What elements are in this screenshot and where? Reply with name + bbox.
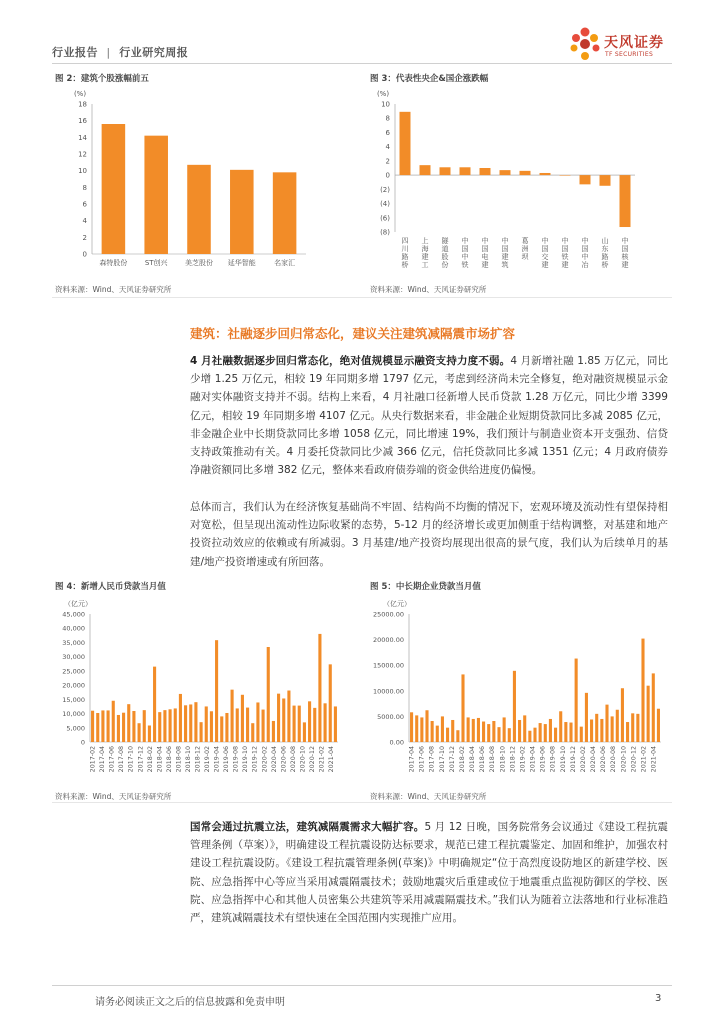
fig5-xtick: 2019-08 (549, 746, 557, 773)
fig4-xtick: 2019-04 (213, 746, 221, 773)
fig3-ytick: 0 (385, 171, 390, 180)
paragraph-outlook: 总体而言，我们认为在经济恢复基础尚不牢固、结构尚不均衡的情况下，宏观环境及流动性有望保持相对宽松，但呈现出流动性边际收紧的态势，5-12 月的经济增长或更加侧重于结构调整，对基建和地产投资拉动效应的依赖或有所减弱。3 月基建/地产投资均展现出很高的景气度，我们认为后续单月的基建/地产投资增速或有所回落。 (190, 501, 668, 568)
fig2-ytick: 4 (82, 217, 87, 226)
fig5-bar (641, 639, 644, 742)
fig4-bar (143, 710, 146, 742)
fig5-bar (611, 716, 614, 742)
fig4-bar (210, 711, 213, 742)
fig5-xtick: 2018-06 (479, 746, 487, 773)
fig5-bar (503, 717, 506, 742)
fig5-bar (605, 705, 608, 742)
fig5-bar (549, 719, 552, 742)
fig2-ytick: 12 (78, 150, 87, 159)
fig4-xtick: 2018-08 (175, 746, 183, 773)
fig5-bar (600, 719, 603, 742)
fig5-xtick: 2019-06 (539, 746, 547, 773)
fig4-xtick: 2018-12 (194, 746, 202, 773)
fig3-bar (400, 112, 411, 175)
fig5-xtick: 2018-02 (458, 746, 466, 773)
fig4-bar (329, 664, 332, 742)
fig5-bar (492, 721, 495, 742)
fig4-bar (334, 706, 337, 742)
fig3-ytick: 2 (385, 157, 390, 166)
fig2-ylabel: (%) (73, 90, 87, 98)
fig4-svg (52, 596, 342, 786)
fig5-bar (636, 714, 639, 742)
fig5-bar (482, 722, 485, 742)
fig5-xtick: 2017-10 (438, 746, 446, 773)
fig3-bar (560, 175, 571, 176)
fig4-xtick: 2019-12 (251, 746, 259, 773)
fig4-bar (267, 647, 270, 742)
fig4-bar (236, 708, 239, 742)
fig5-bar (580, 727, 583, 742)
fig4-bar (200, 722, 203, 742)
fig2-xtick: 森特股份 (99, 259, 128, 267)
fig4-bar (220, 716, 223, 742)
section-divider-2 (52, 802, 672, 803)
fig5-bar (533, 728, 536, 742)
fig4-xtick: 2019-08 (232, 746, 240, 773)
fig3-ytick: 10 (381, 100, 390, 109)
fig5-xtick: 2019-04 (529, 746, 537, 773)
footer-disclaimer: 请务必阅读正文之后的信息披露和免责申明 (95, 997, 285, 1008)
fig5-xtick: 2020-04 (590, 746, 598, 773)
fig4-bar (318, 634, 321, 742)
fig5-bar (513, 671, 516, 742)
fig4-bar (189, 704, 192, 742)
fig5-bar (554, 728, 557, 742)
fig4-ytick: 5,000 (66, 724, 85, 733)
fig3-ytick: 6 (385, 128, 390, 137)
fig3-xtick: 隧道股份 (441, 237, 449, 269)
fig5-bar (595, 714, 598, 742)
fig5-bar (569, 723, 572, 742)
fig2-ytick: 14 (78, 133, 87, 142)
fig5-bar (616, 710, 619, 742)
fig5-source: 资料来源：Wind、天风证券研究所 (370, 792, 487, 801)
fig3-xtick: 中国建筑 (501, 237, 509, 269)
fig5-bar (456, 730, 459, 742)
fig4-bar (148, 726, 151, 742)
fig5-xtick: 2019-12 (569, 746, 577, 773)
fig4-bar (184, 705, 187, 742)
fig5-xtick: 2020-10 (620, 746, 628, 773)
fig5-bar (415, 715, 418, 742)
fig5-bar (528, 731, 531, 742)
fig3-title: 图 3：代表性央企&国企涨跌幅 (370, 74, 489, 84)
fig4-source: 资料来源：Wind、天风证券研究所 (55, 792, 172, 801)
fig4-bar (122, 713, 125, 742)
fig5-bar (564, 722, 567, 742)
fig3-bar (440, 167, 451, 175)
fig3-ytick: (2) (380, 185, 390, 194)
fig5-ytick: 10000.00 (372, 687, 404, 696)
fig4-bar (298, 706, 301, 742)
fig4-xtick: 2020-02 (261, 746, 269, 773)
fig4-bar (205, 706, 208, 742)
fig4-bar (174, 708, 177, 742)
fig4-xtick: 2017-06 (108, 746, 116, 773)
fig4-xtick: 2017-02 (89, 746, 97, 773)
fig2-xtick: 美芝股份 (185, 259, 213, 267)
fig5-bar (544, 724, 547, 742)
page-number: 3 (655, 993, 662, 1004)
fig4-ytick: 0 (80, 738, 85, 747)
fig5-bar (523, 715, 526, 742)
fig5-chart (365, 596, 665, 786)
fig3-xtick: 中国核建 (621, 237, 629, 269)
fig2-xtick: ST创兴 (144, 259, 168, 267)
fig5-bar (575, 659, 578, 742)
fig2-title: 图 2：建筑个股涨幅前五 (55, 74, 149, 84)
fig3-bar (580, 175, 591, 184)
fig5-xtick: 2018-12 (509, 746, 517, 773)
fig4-xtick: 2021-04 (328, 746, 336, 773)
fig5-bar (431, 721, 434, 742)
fig5-bar (657, 709, 660, 742)
fig4-bar (215, 640, 218, 742)
fig4-xtick: 2020-10 (299, 746, 307, 773)
fig3-ytick: (6) (380, 214, 390, 223)
paragraph-credit-lead: 4 月社融数据逐步回归常态化，绝对值规模显示融资支持力度不弱。 (190, 355, 511, 367)
fig5-bar (472, 719, 475, 742)
fig5-xtick: 2019-02 (519, 746, 527, 773)
fig4-bar (272, 721, 275, 742)
fig5-ytick: 5000.00 (377, 712, 404, 721)
paragraph-credit-body: 4 月新增社融 1.85 万亿元，同比少增 1.25 万亿元，相较 19 年同期多增 1797 亿元，考虑到经济尚未完全修复，绝对融资规模显示金融对实体融资支持并不弱。结构上来看，4 月社融口径新增人民币贷款 1.28 万亿元，同比少增 3399 亿元，相较 19 年同期多增 4107 亿元。从央行数据来看，非金融企业短期贷款同比多减 2085 亿元，非金融企业中长期贷款同比多增 1058 亿元，同比增速 19%，我们预计与制造业资本开支强劲、信贷支持政策推动有关。4 月委托贷款同比少减 366 亿元，信托贷款同比多减 1351 亿元；4 月政府债券净融资额同比多增 382 亿元，整体来看政府债券端的资金供给进度仍偏慢。 (190, 355, 668, 477)
fig4-bar (293, 706, 296, 742)
fig4-bar (231, 690, 234, 742)
fig2-ytick: 8 (82, 183, 87, 192)
fig4-xtick: 2020-12 (308, 746, 316, 773)
fig5-xtick: 2018-10 (499, 746, 507, 773)
fig5-bar (652, 673, 655, 742)
header-separator: | (106, 46, 111, 59)
fig5-xtick: 2018-04 (469, 746, 477, 773)
fig5-xtick: 2021-02 (640, 746, 648, 773)
fig5-bar (436, 726, 439, 742)
fig5-xtick: 2020-02 (579, 746, 587, 773)
fig4-xtick: 2018-04 (156, 746, 164, 773)
fig4-ytick: 20,000 (62, 681, 85, 690)
fig4-bar (324, 703, 327, 742)
fig5-bar (410, 712, 413, 742)
paragraph-seismic-lead: 国常会通过抗震立法，建筑减隔震需求大幅扩容。 (190, 821, 425, 833)
fig5-xtick: 2020-06 (600, 746, 608, 773)
fig5-bar (585, 693, 588, 742)
footer-rule (52, 985, 672, 986)
fig3-bar (540, 173, 551, 175)
fig2-bar (144, 136, 168, 254)
logo-name-en: TF SECURITIES (605, 51, 654, 58)
fig4-xtick: 2020-06 (280, 746, 288, 773)
fig3-ytick: (8) (380, 228, 390, 237)
fig4-bar (117, 715, 120, 742)
fig2-ytick: 10 (78, 167, 87, 176)
fig5-xtick: 2020-08 (610, 746, 618, 773)
paragraph-seismic (190, 818, 668, 927)
fig4-ytick: 35,000 (62, 638, 85, 647)
fig4-xtick: 2019-06 (223, 746, 231, 773)
fig2-ytick: 18 (78, 100, 87, 109)
fig4-xtick: 2017-12 (137, 746, 145, 773)
header-rule (52, 63, 672, 64)
fig5-bar (590, 719, 593, 742)
fig5-bar (461, 674, 464, 742)
report-type: 行业报告 (52, 46, 98, 59)
fig5-ytick: 15000.00 (372, 661, 404, 670)
fig2-xtick: 延华智能 (227, 259, 256, 267)
fig4-xtick: 2018-10 (184, 746, 192, 773)
fig4-bar (127, 704, 130, 742)
company-logo (568, 26, 678, 66)
fig3-xtick: 中国铁建 (561, 237, 569, 269)
fig4-bar (107, 710, 110, 742)
fig3-xtick: 中国中铁 (461, 237, 469, 269)
fig4-bar (138, 723, 141, 742)
fig5-bar (477, 718, 480, 742)
fig3-xtick: 中国电建 (481, 237, 489, 269)
fig3-ylabel: (%) (376, 90, 390, 98)
fig4-bar (225, 713, 228, 742)
fig3-xtick: 中国中冶 (581, 237, 589, 269)
fig4-xtick: 2017-10 (127, 746, 135, 773)
fig5-xtick: 2021-04 (650, 746, 658, 773)
fig5-ytick: 0.00 (389, 738, 404, 747)
fig4-xtick: 2020-04 (270, 746, 278, 773)
fig2-svg (52, 88, 312, 278)
report-header (52, 44, 188, 60)
fig5-bar (518, 720, 521, 742)
fig2-ytick: 6 (82, 200, 87, 209)
fig3-source: 资料来源：Wind、天风证券研究所 (370, 285, 487, 294)
fig5-bar (621, 688, 624, 742)
fig5-title: 图 5：中长期企业贷款当月值 (370, 582, 481, 592)
fig4-xtick: 2018-06 (165, 746, 173, 773)
fig2-ytick: 2 (82, 233, 87, 242)
fig4-chart (52, 596, 342, 786)
fig4-bar (194, 702, 197, 742)
fig5-xtick: 2017-08 (428, 746, 436, 773)
fig5-bar (559, 711, 562, 742)
fig4-ytick: 45,000 (62, 610, 85, 619)
fig4-ytick: 15,000 (62, 695, 85, 704)
fig5-xtick: 2020-12 (630, 746, 638, 773)
fig5-bar (497, 727, 500, 742)
fig3-xtick: 葛洲坝 (521, 237, 529, 261)
fig4-bar (91, 711, 94, 742)
fig4-bar (153, 667, 156, 742)
fig2-chart (52, 88, 312, 278)
paragraph-credit (190, 352, 668, 479)
fig3-ytick: (4) (380, 200, 390, 209)
fig5-ytick: 25000.00 (372, 610, 404, 619)
fig4-bar (246, 708, 249, 742)
fig2-xtick: 名家汇 (274, 259, 296, 267)
fig4-bar (277, 694, 280, 742)
fig4-bar (262, 710, 265, 742)
fig5-xtick: 2017-06 (418, 746, 426, 773)
paragraph-seismic-body: 5 月 12 日晚，国务院常务会议通过《建设工程抗震管理条例（草案）》，明确建设工程抗震设防达标要求，规范已建工程抗震鉴定、加固和维护，加强农村建设工程抗震设防。《建设工程抗震管理条例(草案)》中明确规定“位于高烈度设防地区的新建学校、医院、应急指挥中心等应当采用减震隔震技术；鼓励地震灾后重建或位于地震重点监视防御区的学校、医院、应急指挥中心和其他人员密集公共建筑等采用减震隔震技术。”我们认为随着立法落地和行业标准趋严，建筑减隔震技术有望快速在全国范围内实现推广应用。 (190, 821, 668, 925)
fig4-bar (169, 709, 172, 742)
fig4-xtick: 2021-02 (318, 746, 326, 773)
fig3-bar (420, 165, 431, 175)
fig3-xtick: 上海建工 (421, 237, 429, 269)
fig4-bar (163, 710, 166, 742)
fig2-bar (273, 172, 297, 254)
fig4-bar (112, 701, 115, 742)
fig2-source: 资料来源：Wind、天风证券研究所 (55, 285, 172, 294)
fig3-bar (480, 168, 491, 175)
fig3-bar (500, 170, 511, 175)
fig4-xtick: 2017-08 (118, 746, 126, 773)
logo-flame-icon (568, 26, 602, 62)
fig4-title: 图 4：新增人民币贷款当月值 (55, 582, 166, 592)
fig4-ylabel: （亿元） (64, 600, 92, 608)
fig5-bar (539, 723, 542, 742)
fig4-xtick: 2018-02 (146, 746, 154, 773)
fig4-bar (287, 691, 290, 742)
fig4-ytick: 40,000 (62, 624, 85, 633)
fig2-ytick: 0 (82, 250, 87, 259)
fig3-bar (520, 171, 531, 175)
fig4-ytick: 10,000 (62, 710, 85, 719)
fig4-bar (256, 702, 259, 742)
fig4-xtick: 2019-10 (242, 746, 250, 773)
section-title: 建筑：社融逐步回归常态化，建议关注建筑减隔震市场扩容 (190, 326, 516, 341)
fig4-bar (251, 723, 254, 742)
fig5-bar (631, 713, 634, 742)
fig3-bar (620, 175, 631, 227)
logo-name-cn: 天风证券 (604, 35, 664, 51)
fig3-xtick: 四川路桥 (401, 237, 409, 269)
fig5-ylabel: （亿元） (383, 600, 411, 608)
fig2-bar (230, 170, 254, 254)
fig3-bar (600, 175, 611, 186)
section-divider (52, 297, 672, 298)
fig5-bar (425, 710, 428, 742)
fig4-xtick: 2017-04 (99, 746, 107, 773)
fig4-bar (313, 708, 316, 742)
fig3-svg (365, 88, 645, 278)
fig4-bar (179, 694, 182, 742)
fig3-xtick: 山东路桥 (601, 237, 609, 269)
fig5-xtick: 2017-12 (448, 746, 456, 773)
fig5-bar (420, 717, 423, 742)
fig5-bar (441, 716, 444, 742)
fig4-bar (158, 712, 161, 742)
fig5-bar (467, 717, 470, 742)
fig2-bar (187, 165, 211, 254)
fig4-bar (303, 722, 306, 742)
fig5-xtick: 2017-04 (408, 746, 416, 773)
fig4-ytick: 30,000 (62, 653, 85, 662)
fig5-xtick: 2018-08 (489, 746, 497, 773)
fig4-xtick: 2019-02 (204, 746, 212, 773)
fig2-bar (102, 124, 126, 254)
fig3-xtick: 中国交建 (541, 237, 549, 269)
fig3-ytick: 8 (385, 114, 390, 123)
fig5-xtick: 2019-10 (559, 746, 567, 773)
fig4-bar (96, 713, 99, 742)
fig4-bar (132, 711, 135, 742)
fig5-bar (451, 720, 454, 742)
fig5-svg (365, 596, 665, 786)
fig3-ytick: 4 (385, 143, 390, 152)
fig5-ytick: 20000.00 (372, 636, 404, 645)
fig3-chart (365, 88, 645, 278)
fig4-bar (308, 701, 311, 742)
fig2-ytick: 16 (78, 117, 87, 126)
fig5-bar (508, 728, 511, 742)
fig5-bar (487, 724, 490, 742)
fig3-bar (460, 167, 471, 175)
fig4-bar (241, 695, 244, 742)
fig5-bar (647, 686, 650, 742)
fig4-bar (282, 698, 285, 742)
fig4-bar (101, 710, 104, 742)
report-subtype: 行业研究周报 (119, 46, 189, 59)
fig4-xtick: 2020-08 (289, 746, 297, 773)
fig5-bar (446, 728, 449, 742)
fig4-ytick: 25,000 (62, 667, 85, 676)
fig5-bar (626, 722, 629, 742)
